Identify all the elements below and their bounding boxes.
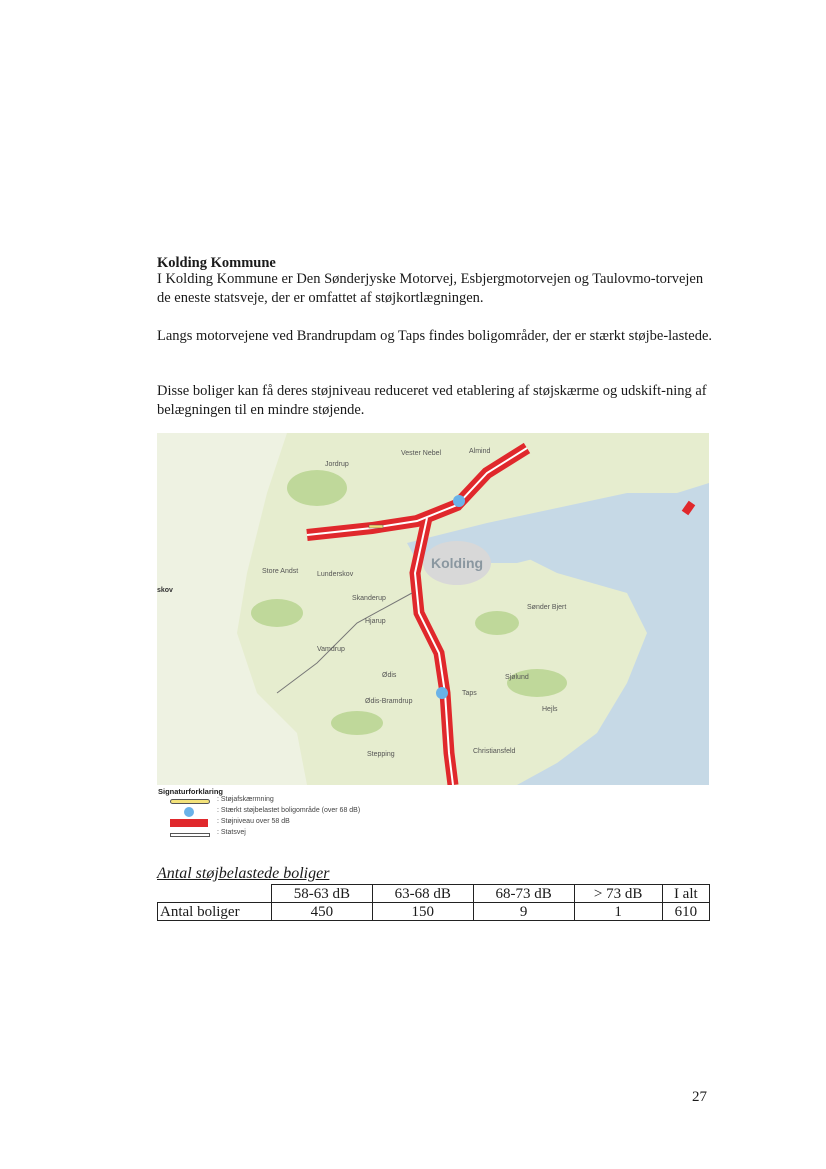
legend-item xyxy=(170,829,246,840)
place-label: Hjarup xyxy=(365,618,386,625)
place-label: Skanderup xyxy=(352,595,386,602)
paragraph-residential-areas: Langs motorvejene ved Brandrupdam og Taps findes boligområder, der er stærkt støjbe-lastede. xyxy=(157,328,713,344)
place-label: Almind xyxy=(469,448,491,455)
paragraph-intro: I Kolding Kommune er Den Sønderjyske Motorvej, Esbjergmotorvejen og Taulovmo-torvejen de eneste statsveje, der er omfattet af støjkortlægningen. xyxy=(157,271,704,306)
legend-item xyxy=(170,818,290,829)
noise-table xyxy=(157,884,710,921)
table-cell: 450 xyxy=(272,903,373,921)
map-legend xyxy=(158,787,361,840)
place-label: Jordrup xyxy=(325,461,349,468)
noise-screen xyxy=(369,525,383,528)
state-road-icon xyxy=(170,833,210,837)
table-header-cell: 68-73 dB xyxy=(473,885,574,903)
place-label-kolding: Kolding xyxy=(431,555,484,571)
forest-area xyxy=(287,470,347,506)
table-header-cell: I alt xyxy=(662,885,709,903)
table-cell: 150 xyxy=(372,903,473,921)
legend-label: : Støjafskærmning xyxy=(217,796,274,803)
legend-label: : Støjniveau over 58 dB xyxy=(217,818,290,825)
forest-area xyxy=(331,711,383,735)
noise-site-icon xyxy=(184,807,194,817)
section-heading: Kolding Kommune xyxy=(157,255,276,271)
place-label: Lunderskov xyxy=(317,571,354,578)
paragraph-mitigation: Disse boliger kan få deres støjniveau reduceret ved etablering af støjskærme og udskift-ning af belægningen til en mindre støjende. xyxy=(157,383,707,418)
table-cell: 610 xyxy=(662,903,709,921)
place-label: Taps xyxy=(462,690,477,697)
noise-map xyxy=(157,433,709,785)
noise-map-svg xyxy=(157,433,709,785)
table-header-cell: > 73 dB xyxy=(574,885,662,903)
place-label: Stepping xyxy=(367,751,395,758)
legend-label: : Stærkt støjbelastet boligområde (over 68 dB) xyxy=(217,807,361,814)
place-label: Sjølund xyxy=(505,674,529,681)
map-edge-label: skov xyxy=(157,587,173,594)
table-header-row xyxy=(158,885,710,903)
place-label: Sønder Bjert xyxy=(527,604,567,611)
legend-item xyxy=(170,807,361,818)
legend-label: : Statsvej xyxy=(217,829,246,836)
page-number: 27 xyxy=(692,1089,707,1105)
table-row-label: Antal boliger xyxy=(158,903,272,921)
table-corner-cell xyxy=(158,885,272,903)
table-cell: 9 xyxy=(473,903,574,921)
forest-area xyxy=(251,599,303,627)
noise-screen-icon xyxy=(170,799,210,804)
table-row xyxy=(158,903,710,921)
table-header-cell: 63-68 dB xyxy=(372,885,473,903)
place-label: Vamdrup xyxy=(317,646,345,653)
noise-site-brandrupdam xyxy=(453,495,465,507)
noise-site-taps xyxy=(436,687,448,699)
place-label: Hejls xyxy=(542,706,558,713)
forest-area xyxy=(475,611,519,635)
noise-band-icon xyxy=(170,819,208,827)
place-label: Vester Nebel xyxy=(401,450,442,457)
place-label: Ødis-Bramdrup xyxy=(365,698,413,705)
legend-title: Signaturforklaring xyxy=(158,787,224,796)
place-label: Ødis xyxy=(382,672,397,679)
place-label: Store Andst xyxy=(262,568,299,575)
legend-item xyxy=(170,796,274,807)
table-caption: Antal støjbelastede boliger xyxy=(157,865,330,882)
place-label: Christiansfeld xyxy=(473,748,516,755)
table-header-cell: 58-63 dB xyxy=(272,885,373,903)
table-cell: 1 xyxy=(574,903,662,921)
